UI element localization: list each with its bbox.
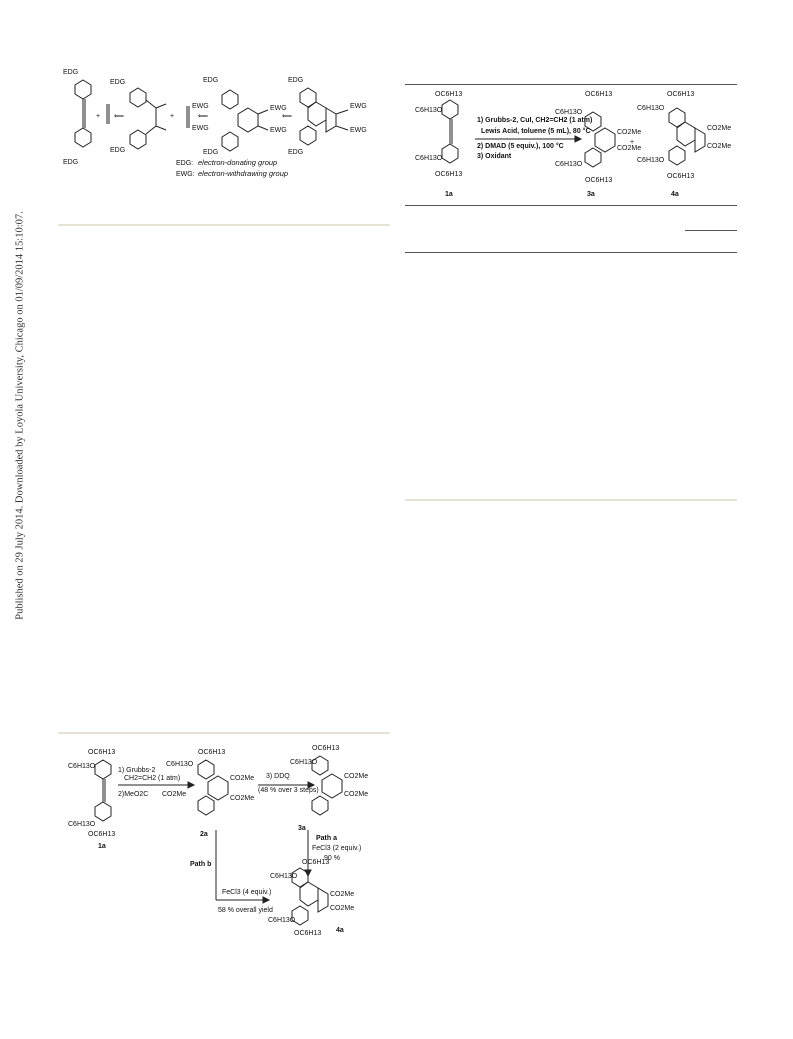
path-a-label: Path a [316, 835, 338, 842]
ester-label: CO2Me [707, 143, 732, 150]
substituent-label: C6H13O [270, 873, 298, 880]
scheme-divider [58, 224, 390, 226]
substituent-label: C6H13O [268, 917, 296, 924]
substituent-label: OC6H13 [88, 749, 116, 756]
step-2: 2)MeO2C [118, 791, 149, 798]
table-mid-rule [405, 205, 737, 206]
condition-2: 2) DMAD (5 equiv.), 100 °C [477, 143, 564, 150]
ewg-label: EWG [350, 103, 367, 110]
plus-sign: + [630, 139, 635, 146]
ewg-label: EWG [192, 103, 209, 110]
substituent-label: C6H13O [555, 109, 583, 116]
retro-arrow: ⟸ [198, 113, 209, 120]
plus-sign: + [170, 113, 175, 120]
edg-label: EDG [110, 147, 126, 154]
edg-label: EDG [288, 149, 304, 156]
table-sub-rule [685, 230, 737, 231]
step-2b: CO2Me [162, 791, 187, 798]
scheme-3-graphic [58, 740, 393, 940]
substituent-label: OC6H13 [435, 171, 463, 178]
substituent-label: C6H13O [637, 157, 665, 164]
plus-sign: + [96, 113, 101, 120]
substituent-label: OC6H13 [585, 91, 613, 98]
ester-label: CO2Me [330, 891, 355, 898]
ester-label: CO2Me [707, 125, 732, 132]
compound-1a: 1a [98, 843, 106, 850]
substituent-label: OC6H13 [435, 91, 463, 98]
edg-label: EDG [63, 69, 79, 76]
substituent-label: OC6H13 [88, 831, 116, 838]
condition-1b: Lewis Acid, toluene (5 mL), 80 °C [481, 128, 591, 135]
ewg-label: EWG [270, 105, 287, 112]
ester-label: CO2Me [230, 795, 255, 802]
substituent-label: OC6H13 [667, 91, 695, 98]
substituent-label: C6H13O [290, 759, 318, 766]
compound-1a: 1a [445, 191, 453, 198]
ester-label: CO2Me [344, 773, 369, 780]
ewg-label: EWG [350, 127, 367, 134]
compound-3a: 3a [587, 191, 595, 198]
ester-label: CO2Me [617, 129, 642, 136]
legend-edg-key: EDG: [176, 160, 194, 167]
publication-watermark: Published on 29 July 2014. Downloaded by Loyola University, Chicago on 01/09/2014 15:10:07. [14, 211, 26, 620]
ewg-label: EWG [192, 125, 209, 132]
compound-3a: 3a [298, 825, 306, 832]
path-b-label: Path b [190, 861, 212, 868]
path-a-yield: 90 % [324, 855, 340, 862]
step-3b: (48 % over 3 steps) [258, 787, 319, 794]
substituent-label: C6H13O [68, 821, 96, 828]
substituent-label: OC6H13 [667, 173, 695, 180]
ester-label: CO2Me [330, 905, 355, 912]
step-1b: CH2=CH2 (1 atm) [124, 775, 181, 782]
path-b-yield: 58 % overall yield [218, 907, 273, 914]
edg-label: EDG [110, 79, 126, 86]
path-a-condition: FeCl3 (2 equiv.) [312, 845, 362, 852]
substituent-label: OC6H13 [294, 930, 322, 937]
ewg-label: EWG [270, 127, 287, 134]
edg-label: EDG [288, 77, 304, 84]
condition-1: 1) Grubbs-2, CuI, CH2=CH2 (1 atm) [477, 117, 593, 124]
section-divider [405, 499, 737, 501]
compound-4a: 4a [671, 191, 679, 198]
scheme-divider [58, 732, 390, 734]
ester-label: CO2Me [617, 145, 642, 152]
substituent-label: C6H13O [415, 155, 443, 162]
retro-arrow: ⟸ [114, 113, 125, 120]
scheme-2-graphic [405, 86, 737, 206]
substituent-label: C6H13O [166, 761, 194, 768]
substituent-label: OC6H13 [312, 745, 340, 752]
legend-ewg-key: EWG: [176, 171, 195, 178]
substituent-label: C6H13O [415, 107, 443, 114]
edg-label: EDG [203, 149, 219, 156]
condition-3: 3) Oxidant [477, 153, 512, 160]
substituent-label: OC6H13 [198, 749, 226, 756]
table-top-rule [405, 84, 737, 85]
step-3: 3) DDQ [266, 773, 290, 780]
substituent-label: C6H13O [555, 161, 583, 168]
substituent-label: C6H13O [68, 763, 96, 770]
ester-label: CO2Me [230, 775, 255, 782]
legend-ewg-value: electron-withdrawing group [198, 169, 289, 178]
legend-edg-value: electron-donating group [198, 158, 278, 167]
step-1: 1) Grubbs-2 [118, 767, 156, 774]
path-b-condition: FeCl3 (4 equiv.) [222, 889, 272, 896]
substituent-label: OC6H13 [302, 859, 330, 866]
table-header-rule [405, 252, 737, 253]
compound-4a: 4a [336, 927, 344, 934]
ester-label: CO2Me [344, 791, 369, 798]
scheme-1-graphic [58, 60, 393, 185]
substituent-label: C6H13O [637, 105, 665, 112]
compound-2a: 2a [200, 831, 208, 838]
substituent-label: OC6H13 [585, 177, 613, 184]
edg-label: EDG [203, 77, 219, 84]
retro-arrow: ⟸ [282, 113, 293, 120]
edg-label: EDG [63, 159, 79, 166]
